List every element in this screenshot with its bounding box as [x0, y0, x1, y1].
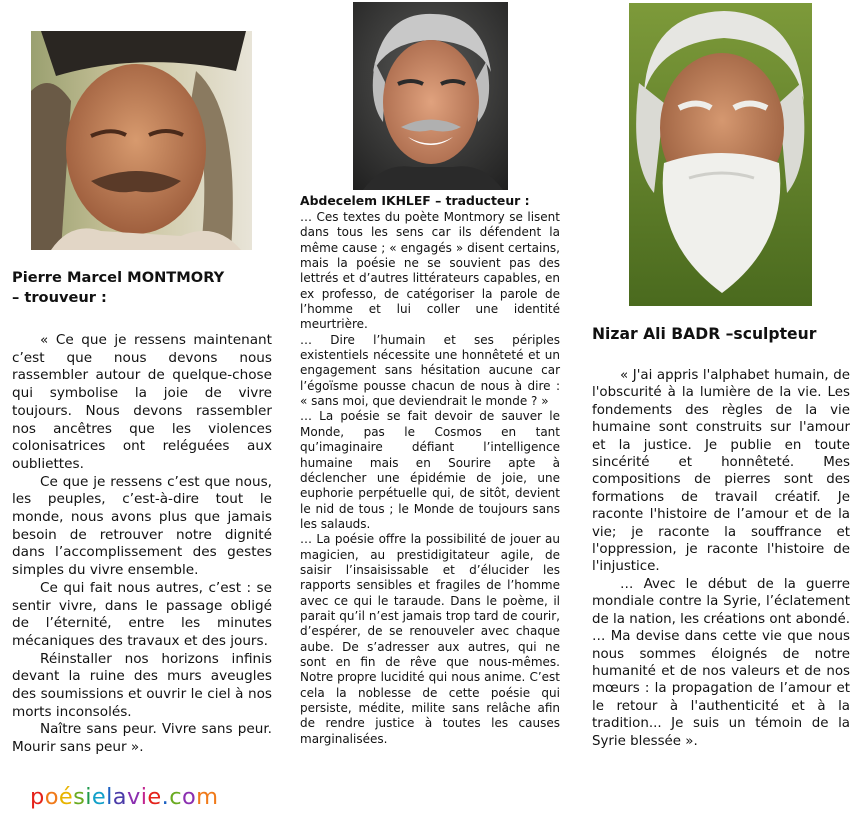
- photo-abdecelem-ikhlef: [353, 2, 508, 190]
- heading-abdecelem-ikhlef: Abdecelem IKHLEF – traducteur :: [300, 193, 530, 208]
- paragraph: Ce que je ressens c’est que nous, les peuples, c’est-à-dire tout le monde, nous avons plus que jamais besoin de retrouver notre dignité dans l’accomplissement des gestes simples du vivre ensemble.: [12, 473, 272, 579]
- paragraph: … Dire l’humain et ses périples existentiels nécessite une honnêteté et un engagement sans hésitation aucune car l’égoïsme pousse chacun de nous à dire : « sans moi, que deviendrait le monde ? »: [300, 332, 560, 409]
- paragraph: … La poésie se fait devoir de sauver le Monde, pas le Cosmos en tant qu’imaginaire défiant l’intelligence humaine mais en Sourire apte à déclencher une épidémie de joie, une euphorie perpétuelle qui, de sitôt, devient le nid de tous ; le Monde de toujours sans les salauds.: [300, 409, 560, 531]
- paragraph: … Ces textes du poète Montmory se lisent dans tous les sens car ils défendent la même cause ; « engagés » disent certains, mais la poésie ne se souvient pas des lettrés et d’autres littérateurs capables, en ex professo, de catégoriser la parole de l’homme et lui coller une identité meurtrière.: [300, 210, 560, 332]
- heading-pierre-marcel-montmory: [12, 268, 274, 308]
- paragraph: Réinstaller nos horizons infinis devant la ruine des murs aveugles des soumissions et ouvrir le ciel à nos morts inconsolés.: [12, 650, 272, 720]
- website-logo: poésielavie.com: [30, 784, 219, 810]
- paragraph: « Ce que je ressens maintenant c’est que nous devons nous rassembler autour de quelque-chose qui symbolise la joie de vivre toujours. Nous devons rassembler nos ancêtres que les violences colonisatrices ont reléguées aux oubliettes.: [12, 332, 272, 472]
- paragraph: Ce qui fait nous autres, c’est : se sentir vivre, dans le passage obligé de l’éternité, entre les minutes mécaniques des travaux et des jours.: [12, 579, 272, 649]
- heading-nizar-ali-badr: Nizar Ali BADR –sculpteur: [592, 325, 817, 343]
- paragraph: … La poésie offre la possibilité de jouer au magicien, au prestidigitateur agile, de saisir l’insaisissable et d’élucider les rapports sensibles et fragiles de l’homme avec ce qui le taraude. Dans le poème, il parait qu’il n’est jamais trop tard de courir, d’espérer, de se renouveler avec chaque aube. De s’adresser aux autres, qui ne sont en fin de rêve que nous-mêmes. Notre propre lucidité qui nous anime. C’est cela la noblesse de cette poésie qui persiste, médite, milite sans relâche afin de rendre justice à toutes les causes marginalisées.: [300, 532, 560, 746]
- author-role: – trouveur :: [12, 289, 107, 306]
- author-name: Pierre Marcel MONTMORY: [12, 269, 225, 286]
- text-column-ikhlef: [300, 210, 560, 747]
- text-column-badr: [592, 367, 850, 750]
- photo-nizar-ali-badr: [629, 3, 812, 306]
- text-column-montmory: [12, 332, 272, 757]
- photo-pierre-marcel-montmory: [31, 31, 252, 250]
- paragraph: Naître sans peur. Vivre sans peur. Mourir sans peur ».: [12, 721, 272, 756]
- paragraph: … Avec le début de la guerre mondiale contre la Syrie, l’éclatement de la nation, les créations ont abondé. … Ma devise dans cette vie que nous nous sommes éloignés de notre humanité et de nos valeurs et de nos mœurs : la propagation de l’amour et le retour à l'authenticité et à la tradition... Je suis un témoin de la Syrie blessée ».: [592, 576, 850, 749]
- paragraph: « J'ai appris l'alphabet humain, de l'obscurité à la lumière de la vie. Les fondements des règles de la vie humaine sont construits sur l'amour et la justice. Je publie en toute sincérité et honnêteté. Mes compositions de pierres sont des formations de travail créatif. Je raconte l'histoire de l’amour et de la vie; je raconte la souffrance et l'oppression, je raconte l'histoire de l'injustice.: [592, 368, 850, 575]
